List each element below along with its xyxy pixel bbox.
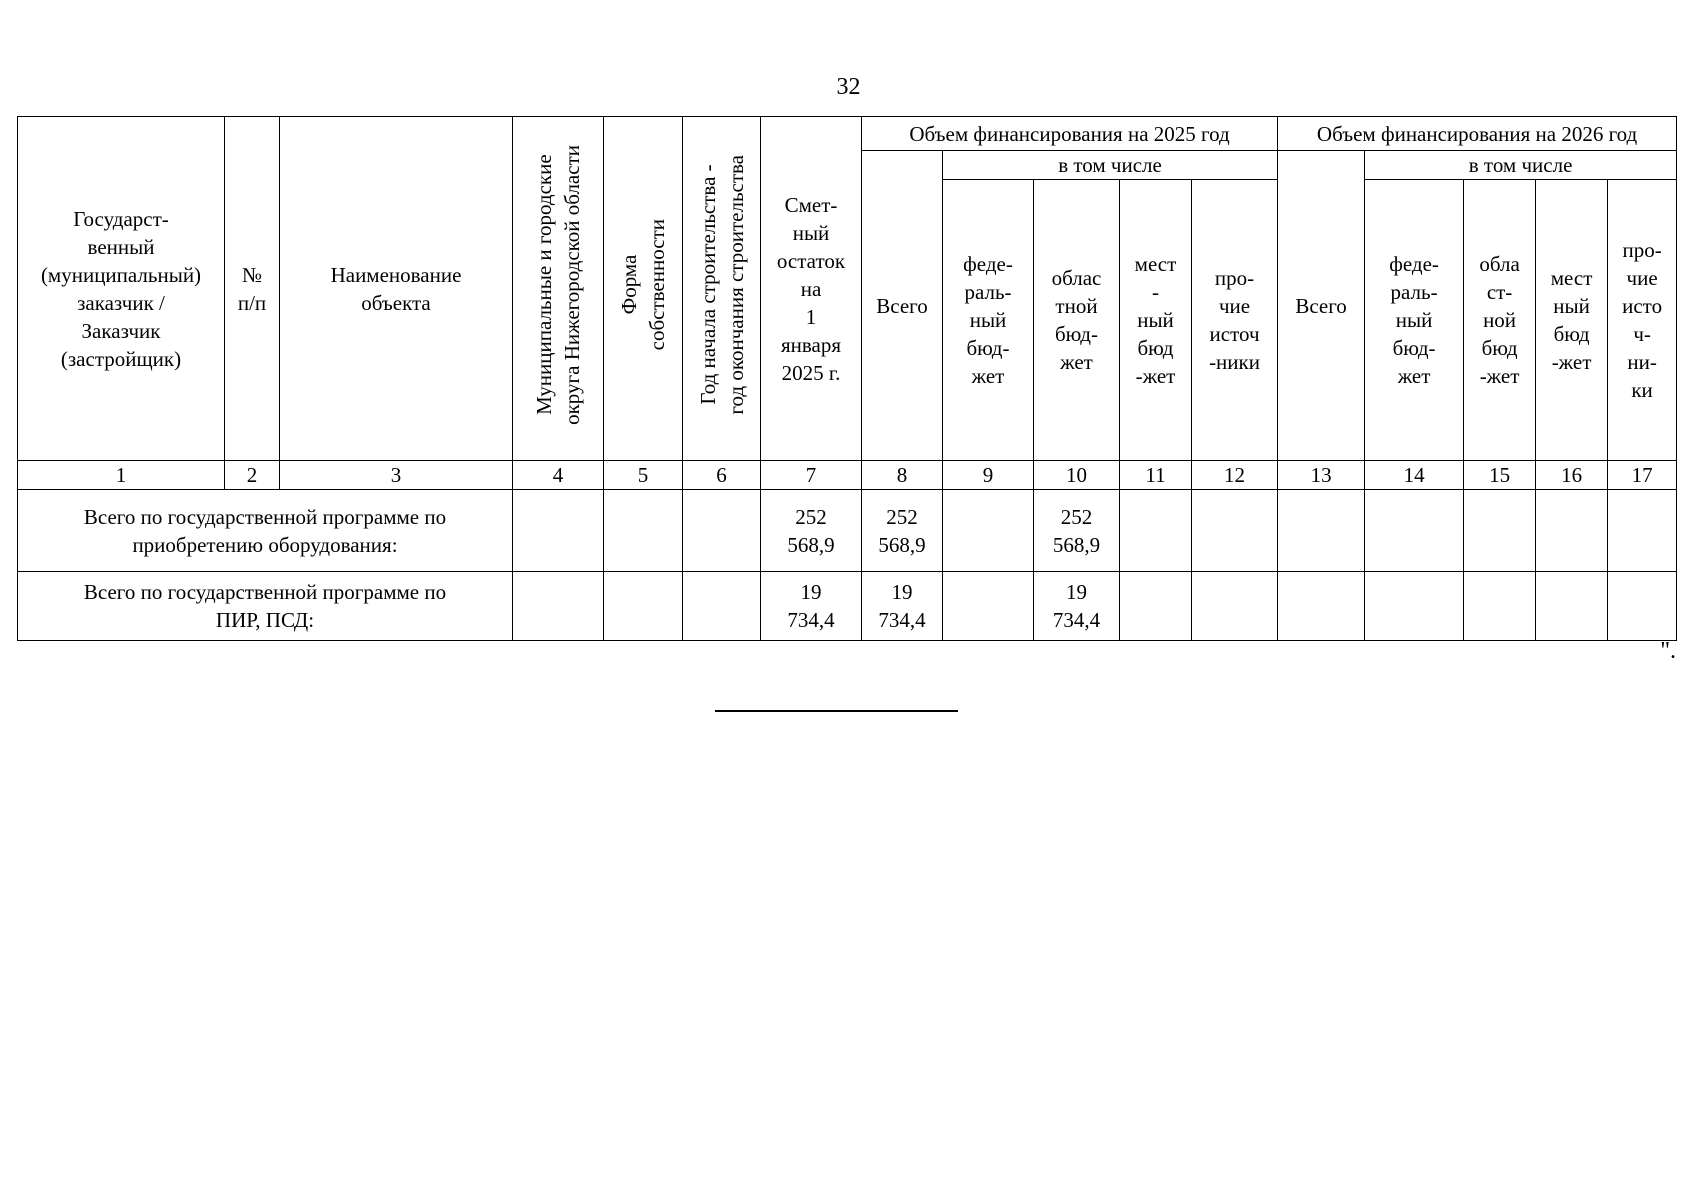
header-other-2025: про- чие источ -ники xyxy=(1192,180,1278,461)
cell-empty xyxy=(1536,490,1608,572)
financing-table xyxy=(17,116,1677,641)
column-number-7: 7 xyxy=(761,461,862,490)
header-object-name: Наименование объекта xyxy=(280,117,513,461)
cell-empty xyxy=(683,490,761,572)
header-local-2025: мест - ный бюд -жет xyxy=(1120,180,1192,461)
header-other-2026: про- чие исто ч- ни- ки xyxy=(1608,180,1677,461)
cell-empty xyxy=(1365,490,1464,572)
column-number-1: 1 xyxy=(18,461,225,490)
cell-empty xyxy=(1608,490,1677,572)
header-local-2026: мест ный бюд -жет xyxy=(1536,180,1608,461)
column-number-16: 16 xyxy=(1536,461,1608,490)
header-municipality: Муниципальные и городские округа Нижегородской области xyxy=(532,145,584,425)
cell-empty xyxy=(513,572,604,641)
cell-empty xyxy=(1608,572,1677,641)
column-number-3: 3 xyxy=(280,461,513,490)
header-total-2025: Всего xyxy=(862,151,943,461)
cell-empty xyxy=(1278,490,1365,572)
column-number-15: 15 xyxy=(1464,461,1536,490)
row-label: Всего по государственной программе по ПИР, ПСД: xyxy=(18,572,513,641)
cell-estimate-balance: 252 568,9 xyxy=(761,490,862,572)
header-total-2026: Всего xyxy=(1278,151,1365,461)
row-label: Всего по государственной программе по приобретению оборудования: xyxy=(18,490,513,572)
header-estimate-balance: Смет- ный остаток на 1 января 2025 г. xyxy=(761,117,862,461)
header-funding-2026: Объем финансирования на 2026 год xyxy=(1278,117,1677,151)
cell-empty xyxy=(1536,572,1608,641)
cell-total-2025: 252 568,9 xyxy=(862,490,943,572)
header-customer: Государст- венный (муниципальный) заказчик / Заказчик (застройщик) xyxy=(18,117,225,461)
cell-empty xyxy=(1192,572,1278,641)
footer-rule xyxy=(715,710,958,712)
column-number-5: 5 xyxy=(604,461,683,490)
cell-empty xyxy=(1192,490,1278,572)
column-number-17: 17 xyxy=(1608,461,1677,490)
table-row xyxy=(18,490,1677,572)
cell-empty xyxy=(1464,490,1536,572)
header-ownership-cell xyxy=(604,117,683,461)
cell-regional-2025: 252 568,9 xyxy=(1034,490,1120,572)
cell-empty xyxy=(604,572,683,641)
column-number-10: 10 xyxy=(1034,461,1120,490)
column-number-9: 9 xyxy=(943,461,1034,490)
header-municipality-cell xyxy=(513,117,604,461)
cell-empty xyxy=(1120,572,1192,641)
cell-empty xyxy=(604,490,683,572)
cell-empty xyxy=(513,490,604,572)
cell-empty xyxy=(1120,490,1192,572)
cell-total-2025: 19 734,4 xyxy=(862,572,943,641)
header-regional-2026: обла ст- ной бюд -жет xyxy=(1464,180,1536,461)
column-number-14: 14 xyxy=(1365,461,1464,490)
cell-regional-2025: 19 734,4 xyxy=(1034,572,1120,641)
column-number-11: 11 xyxy=(1120,461,1192,490)
column-number-12: 12 xyxy=(1192,461,1278,490)
column-number-6: 6 xyxy=(683,461,761,490)
column-number-2: 2 xyxy=(225,461,280,490)
header-number: № п/п xyxy=(225,117,280,461)
header-ownership: Форма собственности xyxy=(617,219,669,351)
cell-empty xyxy=(1464,572,1536,641)
column-number-4: 4 xyxy=(513,461,604,490)
cell-empty xyxy=(1365,572,1464,641)
cell-empty xyxy=(943,490,1034,572)
cell-empty xyxy=(943,572,1034,641)
cell-empty xyxy=(683,572,761,641)
header-including-2025: в том числе xyxy=(943,151,1278,180)
header-years-cell xyxy=(683,117,761,461)
header-federal-2025: феде- раль- ный бюд- жет xyxy=(943,180,1034,461)
header-including-2026: в том числе xyxy=(1365,151,1677,180)
header-federal-2026: феде- раль- ный бюд- жет xyxy=(1365,180,1464,461)
cell-estimate-balance: 19 734,4 xyxy=(761,572,862,641)
cell-empty xyxy=(1278,572,1365,641)
closing-quote: ". xyxy=(1660,638,1676,664)
header-years: Год начала строительства - год окончания строительства xyxy=(695,155,748,415)
page-number: 32 xyxy=(836,74,861,100)
header-regional-2025: облас тной бюд- жет xyxy=(1034,180,1120,461)
table-row xyxy=(18,572,1677,641)
header-funding-2025: Объем финансирования на 2025 год xyxy=(862,117,1278,151)
column-number-13: 13 xyxy=(1278,461,1365,490)
column-number-8: 8 xyxy=(862,461,943,490)
